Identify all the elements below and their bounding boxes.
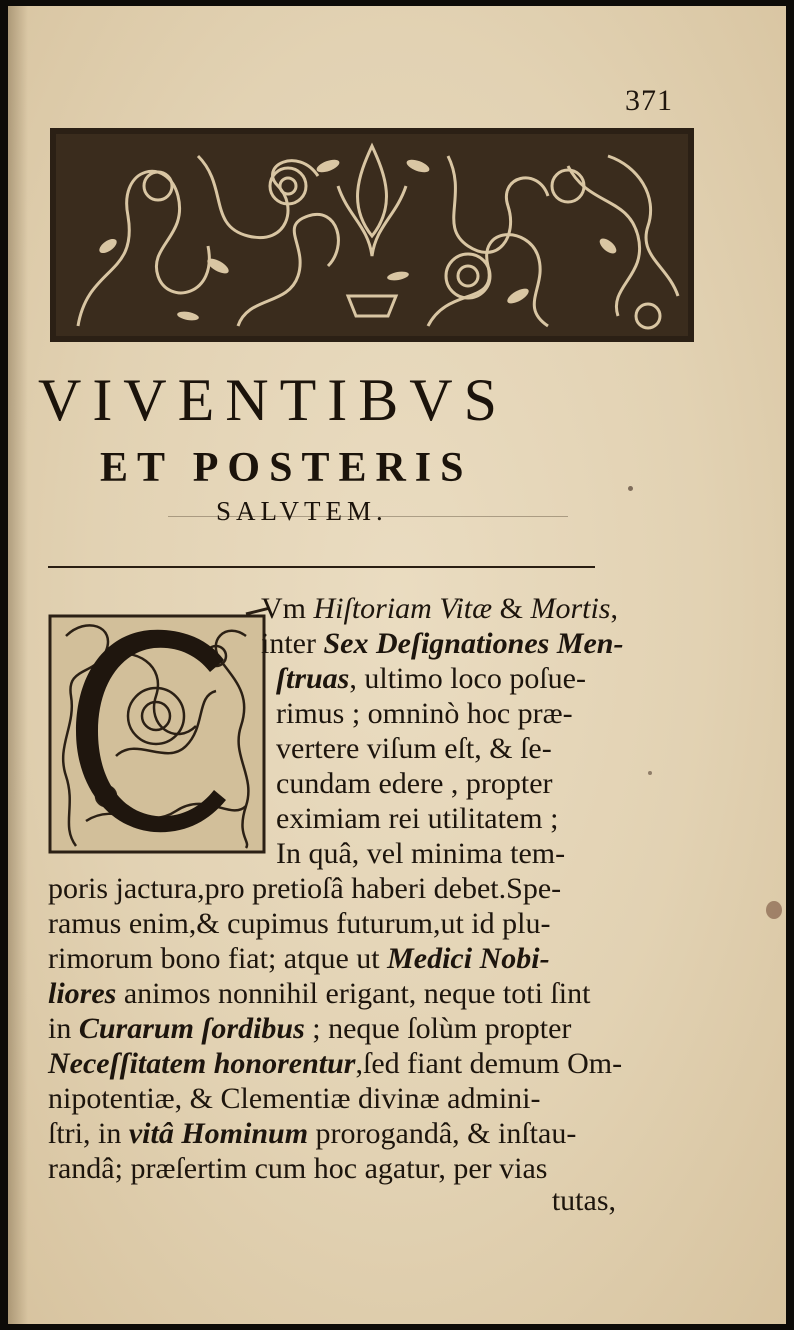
text-run: inter xyxy=(261,627,324,660)
text-run: Mortis xyxy=(530,592,611,625)
body-line-16 xyxy=(48,1117,576,1151)
text-run: vertere viſum eſt, & ſe- xyxy=(276,732,552,765)
text-run: Hiſtoriam Vitæ xyxy=(313,592,493,625)
text-run: , xyxy=(610,592,618,625)
title-line-3: SALVTEM. xyxy=(216,496,388,526)
text-run: In quâ, vel minima tem- xyxy=(276,837,566,870)
text-run: randâ; præſertim cum hoc agatur, per vias xyxy=(48,1152,548,1185)
body-line-3 xyxy=(276,662,586,696)
text-run: ,ſed fiant demum Om- xyxy=(355,1047,623,1080)
text-run: tutas, xyxy=(551,1184,616,1217)
body-line-15 xyxy=(48,1082,540,1116)
text-run: ramus enim,& cupimus futurum,ut id plu- xyxy=(48,907,551,940)
body-line-12 xyxy=(48,977,590,1011)
text-run: , ultimo loco poſue- xyxy=(349,662,586,695)
body-line-4 xyxy=(276,697,573,731)
body-line-14 xyxy=(48,1047,622,1081)
ink-speck xyxy=(628,486,633,491)
body-line-17 xyxy=(48,1152,547,1186)
book-page xyxy=(8,6,786,1324)
text-run: & xyxy=(492,592,531,625)
body-line-8 xyxy=(276,837,565,871)
catchword xyxy=(488,1184,616,1218)
text-run: Neceſſitatem honorentur xyxy=(48,1047,356,1080)
ink-speck xyxy=(648,771,652,775)
text-run: ſtri, in xyxy=(48,1117,129,1150)
text-run: liores xyxy=(48,977,117,1010)
text-run: prorogandâ, & inſtau- xyxy=(308,1117,577,1150)
text-run: in xyxy=(48,1012,79,1045)
text-run: Sex Deſignationes Men- xyxy=(323,627,624,660)
body-line-11 xyxy=(48,942,550,976)
body-line-6 xyxy=(276,767,553,801)
text-run: Vm xyxy=(261,592,314,625)
text-run: ; neque ſolùm propter xyxy=(304,1012,572,1045)
text-run: ſtruas xyxy=(276,662,350,695)
body-line-7 xyxy=(276,802,558,836)
text-run: Curarum ſordibus xyxy=(78,1012,305,1045)
horizontal-rule xyxy=(48,566,595,568)
text-run: eximiam rei utilitatem ; xyxy=(276,802,559,835)
body-line-9 xyxy=(48,872,561,906)
decorated-initial-c xyxy=(46,596,268,858)
text-run: cundam edere , propter xyxy=(276,767,553,800)
body-line-5 xyxy=(276,732,552,766)
text-run: nipotentiæ, & Clementiæ divinæ admini- xyxy=(48,1082,541,1115)
text-run: rimus ; omninò hoc præ- xyxy=(276,697,573,730)
body-line-2 xyxy=(261,627,623,661)
title-line-1: VIVENTIBVS xyxy=(38,367,508,433)
body-line-13 xyxy=(48,1012,571,1046)
text-run: Medici Nobi- xyxy=(387,942,550,975)
paper-stain xyxy=(766,901,782,919)
title-line-2: ET POSTERIS xyxy=(100,445,473,491)
text-run: rimorum bono fiat; atque ut xyxy=(48,942,388,975)
page-gutter-shadow xyxy=(8,6,28,1324)
text-run: animos nonnihil erigant, neque toti ſint xyxy=(116,977,591,1010)
floral-headpiece-ornament xyxy=(48,126,696,344)
body-line-1 xyxy=(261,592,618,626)
page-number: 371 xyxy=(625,84,673,117)
text-run: poris jactura,pro pretioſâ haberi debet.Spe- xyxy=(48,872,562,905)
body-line-10 xyxy=(48,907,550,941)
text-run: vitâ Hominum xyxy=(128,1117,309,1150)
